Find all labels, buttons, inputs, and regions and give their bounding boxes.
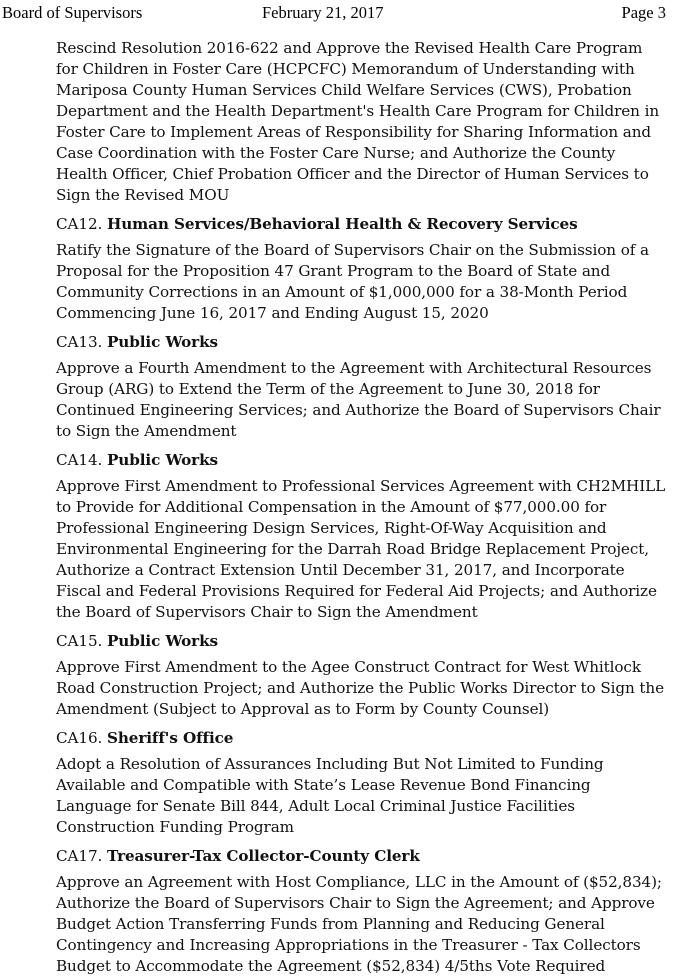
item-heading — [56, 214, 668, 235]
page-header — [0, 3, 680, 27]
item-description: Approve First Amendment to the Agee Construct Contract for West Whitlock Road Construction Project; and Authorize the Public Works Director to Sign the Amendment (Subject to Approval as to Form by County Counsel) — [56, 658, 664, 718]
item-department: Public Works — [106, 451, 218, 469]
item-description: Rescind Resolution 2016-622 and Approve the Revised Health Care Program for Children in Foster Care (HCPCFC) Memorandum of Understanding with Mariposa County Human Services Child Welfare Services (CWS), Probation Department and the Health Department's Health Care Program for Children in Foster Care to Implement Areas of Responsibility for Sharing Information and Case Coordination with the Foster Care Nurse; and Authorize the County Health Officer, Chief Probation Officer and the Director of Human Services to Sign the Revised MOU — [56, 39, 660, 204]
item-description: Approve an Agreement with Host Compliance, LLC in the Amount of ($52,834); Authorize the Board of Supervisors Chair to Sign the Agreement; and Approve Budget Action Transferring Funds from Planning and Reducing General Contingency and Increasing Appropriations in the Treasurer - Tax Collectors Budget to Accommodate the Agreement ($52,834) 4/5ths Vote Required — [56, 873, 662, 975]
item-description: Approve First Amendment to Professional Services Agreement with CH2MHILL to Provide for Additional Compensation in the Amount of $77,000.00 for Professional Engineering Design Services, Right-Of-Way Acquisition and Environmental Engineering for the Darrah Road Bridge Replacement Project, Authorize a Contract Extension Until December 31, 2017, and Incorporate Fiscal and Federal Provisions Required for Federal Aid Projects; and Authorize the Board of Supervisors Chair to Sign the Amendment — [56, 477, 666, 621]
item-heading — [56, 728, 668, 749]
item-department: Treasurer-Tax Collector-County Clerk — [106, 847, 420, 865]
agenda-content — [56, 38, 668, 977]
item-heading — [56, 332, 668, 353]
item-number: CA15. — [56, 632, 103, 650]
header-board-name: Board of Supervisors — [2, 3, 143, 22]
item-heading — [56, 846, 668, 867]
agenda-item-continued — [56, 38, 668, 206]
item-description: Approve a Fourth Amendment to the Agreement with Architectural Resources Group (ARG) to Extend the Term of the Agreement to June 30, 2018 for Continued Engineering Services; and Authorize the Board of Supervisors Chair to Sign the Amendment — [56, 359, 661, 440]
agenda-item-ca15 — [56, 631, 668, 720]
item-number: CA17. — [56, 847, 103, 865]
item-department: Public Works — [106, 333, 218, 351]
item-number: CA13. — [56, 333, 103, 351]
agenda-item-ca13 — [56, 332, 668, 442]
item-department: Human Services/Behavioral Health & Recovery Services — [106, 215, 578, 233]
agenda-item-ca16 — [56, 728, 668, 838]
item-number: CA16. — [56, 729, 103, 747]
header-page-number: Page 3 — [621, 3, 666, 22]
item-department: Sheriff's Office — [106, 729, 234, 747]
agenda-item-ca14 — [56, 450, 668, 623]
agenda-item-ca17 — [56, 846, 668, 977]
header-date: February 21, 2017 — [262, 3, 384, 22]
item-heading — [56, 631, 668, 652]
item-number: CA14. — [56, 451, 103, 469]
item-number: CA12. — [56, 215, 103, 233]
agenda-item-ca12 — [56, 214, 668, 324]
item-description: Ratify the Signature of the Board of Supervisors Chair on the Submission of a Proposal for the Proposition 47 Grant Program to the Board of State and Community Corrections in an Amount of $1,000,000 for a 38-Month Period Commencing June 16, 2017 and Ending August 15, 2020 — [56, 241, 649, 322]
item-description: Adopt a Resolution of Assurances Including But Not Limited to Funding Available and Compatible with State’s Lease Revenue Bond Financing Language for Senate Bill 844, Adult Local Criminal Justice Facilities Construction Funding Program — [56, 755, 604, 836]
item-heading — [56, 450, 668, 471]
item-department: Public Works — [106, 632, 218, 650]
